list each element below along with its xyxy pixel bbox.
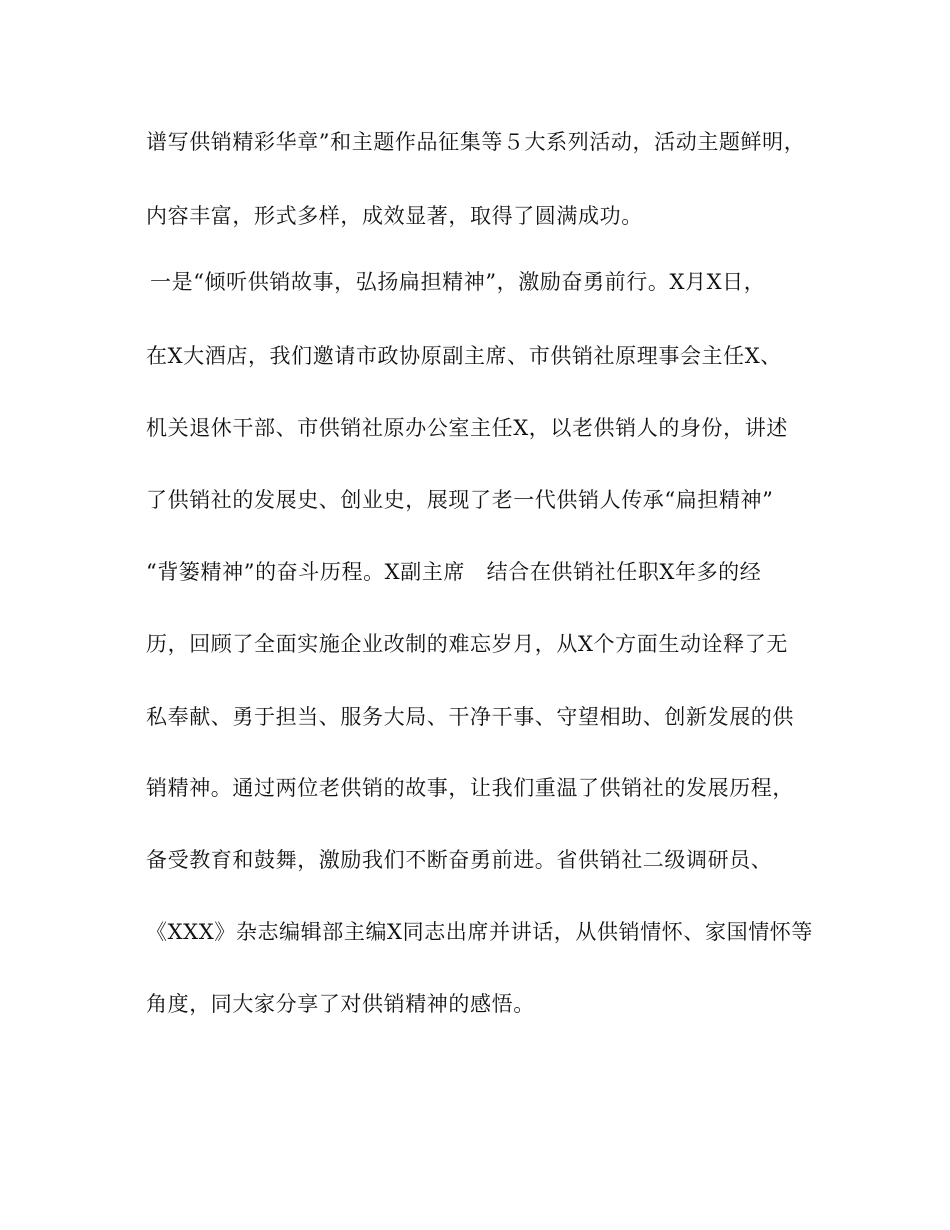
paragraph-line: 了供销社的发展史、创业史，展现了老一代供销人传承“扁担精神”	[146, 488, 774, 512]
paragraph-line: “背篓精神”的奋斗历程。X副主席 结合在供销社任职X年多的经	[146, 560, 762, 584]
paragraph-line: 《XXX》杂志编辑部主编X同志出席并讲话，从供销情怀、家国情怀等	[146, 920, 813, 944]
paragraph-line: 内容丰富，形式多样，成效显著，取得了圆满成功。	[146, 204, 643, 228]
paragraph-line: 备受教育和鼓舞，激励我们不断奋勇前进。省供销社二级调研员、	[146, 848, 773, 872]
paragraph-line: 谱写供销精彩华章”和主题作品征集等５大系列活动，活动主题鲜明，	[146, 130, 806, 154]
paragraph-line: 私奉献、勇于担当、服务大局、干净干事、守望相助、创新发展的供	[146, 705, 794, 729]
paragraph-line: 机关退休干部、市供销社原办公室主任X，以老供销人的身份，讲述	[146, 416, 788, 440]
paragraph-line: 历，回顾了全面实施企业改制的难忘岁月，从X个方面生动诠释了无	[146, 632, 788, 656]
paragraph-line: 角度，同大家分享了对供销精神的感悟。	[146, 992, 535, 1016]
paragraph-line: 一是“倾听供销故事，弘扬扁担精神”，激励奋勇前行。X月X日，	[150, 270, 766, 294]
paragraph-line: 销精神。通过两位老供销的故事，让我们重温了供销社的发展历程，	[146, 776, 794, 800]
paragraph-line: 在X大酒店，我们邀请市政协原副主席、市供销社原理事会主任X、	[146, 344, 782, 368]
